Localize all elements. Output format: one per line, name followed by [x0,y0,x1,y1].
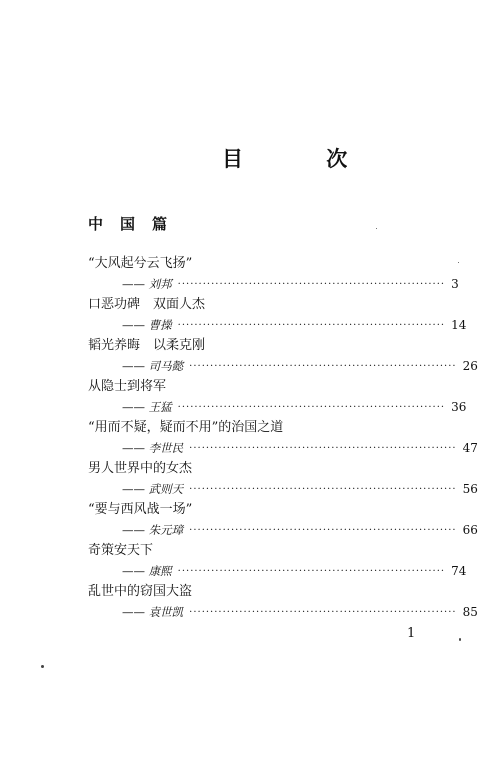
dot-leader: ································································ [189,606,457,618]
dot-leader: ································································ [177,319,446,331]
dot-leader: ································································ [177,401,446,413]
toc-entry-author: —— 康熙 [122,564,172,578]
toc-entry-page: 66 [462,523,478,537]
dot-leader: ································································ [189,442,457,454]
toc-entry[interactable] [88,419,478,460]
toc-entry-author: —— 武则天 [122,482,184,496]
toc-entry-page: 14 [451,318,467,332]
toc-entry-page: 56 [462,482,478,496]
toc-entry-author: —— 司马懿 [122,359,184,373]
toc-entry-title: 奇策安天下 [88,543,154,558]
toc-entry[interactable] [88,460,478,501]
toc-entry-title: “要与西风战一场” [88,502,193,517]
toc-entry-author: —— 袁世凯 [122,605,184,619]
toc-entry-author: —— 曹操 [122,318,172,332]
toc-entry[interactable] [88,255,459,296]
dot-leader: ································································ [177,278,446,290]
toc-entry-author: —— 刘邦 [122,277,172,291]
toc-entry-author: —— 李世民 [122,441,184,455]
toc-entry-page: 3 [451,277,459,291]
toc-entry-author: —— 王猛 [122,400,172,414]
toc-entry[interactable] [88,378,467,419]
page-title: 目 次 [222,147,386,171]
toc-entry[interactable] [88,542,467,583]
toc-entry[interactable] [88,501,478,542]
toc-entry-title: “用而不疑，疑而不用”的治国之道 [88,420,284,435]
toc-entry-page: 85 [462,605,478,619]
toc-entry-title: 男人世界中的女杰 [88,461,193,476]
scan-speck [459,638,461,641]
toc-entry-page: 74 [451,564,467,578]
dot-leader: ································································ [177,565,446,577]
toc-entry-page: 36 [451,400,467,414]
toc-entry-title: 韬光养晦 以柔克刚 [88,338,206,353]
page-number: 1 [407,626,416,641]
toc-entry-title: “大风起兮云飞扬” [88,256,193,271]
scan-speck [376,228,377,229]
toc-entry-title: 口恶功碑 双面人杰 [88,297,206,312]
toc-entry-title: 从隐士到将军 [88,379,167,394]
toc-entry-title: 乱世中的窃国大盗 [88,584,193,599]
toc-entry[interactable] [88,337,478,378]
scan-speck [41,665,44,668]
toc-entry-page: 26 [462,359,478,373]
toc-entry[interactable] [88,296,467,337]
section-heading: 中国篇 [88,215,185,233]
dot-leader: ································································ [189,360,457,372]
dot-leader: ································································ [189,524,457,536]
toc-entry-page: 47 [462,441,478,455]
table-of-contents [88,255,478,624]
toc-entry[interactable] [88,583,478,624]
scan-speck [458,262,459,263]
toc-entry-author: —— 朱元璋 [122,523,184,537]
dot-leader: ································································ [189,483,457,495]
